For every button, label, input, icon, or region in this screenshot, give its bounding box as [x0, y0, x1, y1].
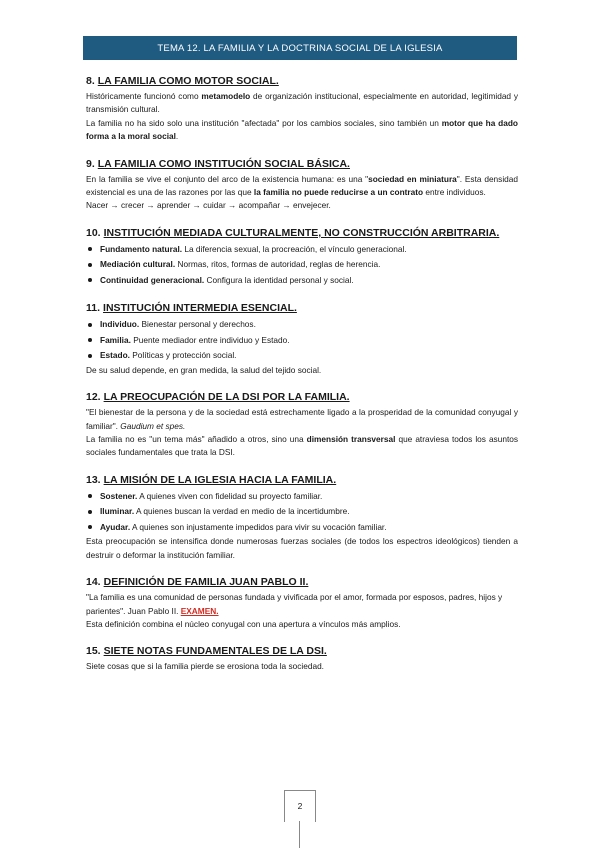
section-13 — [86, 473, 518, 562]
section-heading: 8. LA FAMILIA COMO MOTOR SOCIAL. — [86, 75, 279, 87]
exam-tag: EXAMEN. — [180, 605, 219, 616]
paragraph: La familia no es "un tema más" añadido a otros, sino una dimensión transversal que atraviesa todos los asuntos sociales fundamentales que trata la DSI. — [86, 434, 519, 458]
bullet-list — [86, 317, 518, 364]
document-body — [86, 74, 518, 687]
paragraph: De su salud depende, en gran medida, la salud del tejido social. — [86, 364, 322, 375]
section-heading: 15. SIETE NOTAS FUNDAMENTALES DE LA DSI. — [86, 645, 327, 658]
list-item: Individuo. Bienestar personal y derechos. — [86, 317, 518, 333]
paragraph: "La familia es una comunidad de personas fundada y vivificada por el amor, formada por esposos, padres, hijos y parientes". Juan Pablo II. EXAMEN. — [86, 592, 503, 616]
paragraph: Históricamente funcionó como metamodelo de organización institucional, especialmente en autoridad, legitimidad y transmisión cultural. — [86, 91, 518, 115]
section-heading: 14. DEFINICIÓN DE FAMILIA JUAN PABLO II. — [86, 576, 309, 589]
section-9 — [86, 157, 518, 213]
list-item: Familia. Puente mediador entre individuo y Estado. — [86, 333, 518, 349]
section-heading: 12. LA PREOCUPACIÓN DE LA DSI POR LA FAMILIA. — [86, 391, 350, 404]
list-item: Iluminar. A quienes buscan la verdad en medio de la incertidumbre. — [86, 504, 518, 520]
page-number: 2 — [297, 801, 303, 811]
list-item: Sostener. A quienes viven con fidelidad su proyecto familiar. — [86, 489, 518, 505]
paragraph: En la familia se vive el conjunto del arco de la existencia humana: es una "sociedad en miniatura". Esta densidad existencial es una de las razones por las que la familia no puede reducirse a un contrato entre individuos. — [86, 173, 519, 198]
list-item: Fundamento natural. La diferencia sexual, la procreación, el vínculo generacional. — [86, 242, 518, 258]
list-item: Continuidad generacional. Configura la identidad personal y social. — [86, 273, 518, 289]
paragraph: Siete cosas que si la familia pierde se erosiona toda la sociedad. — [86, 661, 324, 672]
paragraph: Esta preocupación se intensifica donde numerosas fuerzas sociales (de todos los espectros ideológicos) tienden a destruir o deformar la institución familiar. — [86, 536, 518, 560]
section-heading: 10. INSTITUCIÓN MEDIADA CULTURALMENTE, NO CONSTRUCCIÓN ARBITRARIA. — [86, 226, 500, 239]
paragraph: Nacer → crecer → aprender → cuidar → acompañar → envejecer. — [86, 200, 331, 211]
header-title: TEMA 12. LA FAMILIA Y LA DOCTRINA SOCIAL DE LA IGLESIA — [157, 42, 443, 54]
section-heading: 13. LA MISIÓN DE LA IGLESIA HACIA LA FAMILIA. — [86, 473, 337, 486]
list-item: Estado. Políticas y protección social. — [86, 348, 518, 364]
page-header — [83, 36, 517, 60]
page-divider-line — [299, 821, 300, 848]
section-15 — [86, 644, 518, 673]
section-8 — [86, 74, 518, 144]
list-item: Ayudar. A quienes son injustamente impedidos para vivir su vocación familiar. — [86, 520, 518, 536]
section-12 — [86, 390, 518, 460]
list-item: Mediación cultural. Normas, ritos, formas de autoridad, reglas de herencia. — [86, 257, 518, 273]
bullet-list — [86, 242, 518, 289]
paragraph: La familia no ha sido solo una institución "afectada" por los cambios sociales, sino también un motor que ha dado forma a la moral social. — [86, 117, 518, 142]
section-14 — [86, 575, 518, 631]
page-number-box — [284, 790, 316, 822]
paragraph: "El bienestar de la persona y de la sociedad está estrechamente ligado a la prosperidad de la comunidad conyugal y familiar". Gaudium et spes. — [86, 407, 518, 431]
paragraph: Esta definición combina el núcleo conyugal con una apertura a vínculos más amplios. — [86, 619, 401, 629]
section-11 — [86, 301, 518, 377]
bullet-list — [86, 489, 518, 536]
section-heading: 9. LA FAMILIA COMO INSTITUCIÓN SOCIAL BÁSICA. — [86, 157, 350, 170]
section-heading: 11. INSTITUCIÓN INTERMEDIA ESENCIAL. — [86, 302, 297, 315]
section-10 — [86, 226, 518, 289]
